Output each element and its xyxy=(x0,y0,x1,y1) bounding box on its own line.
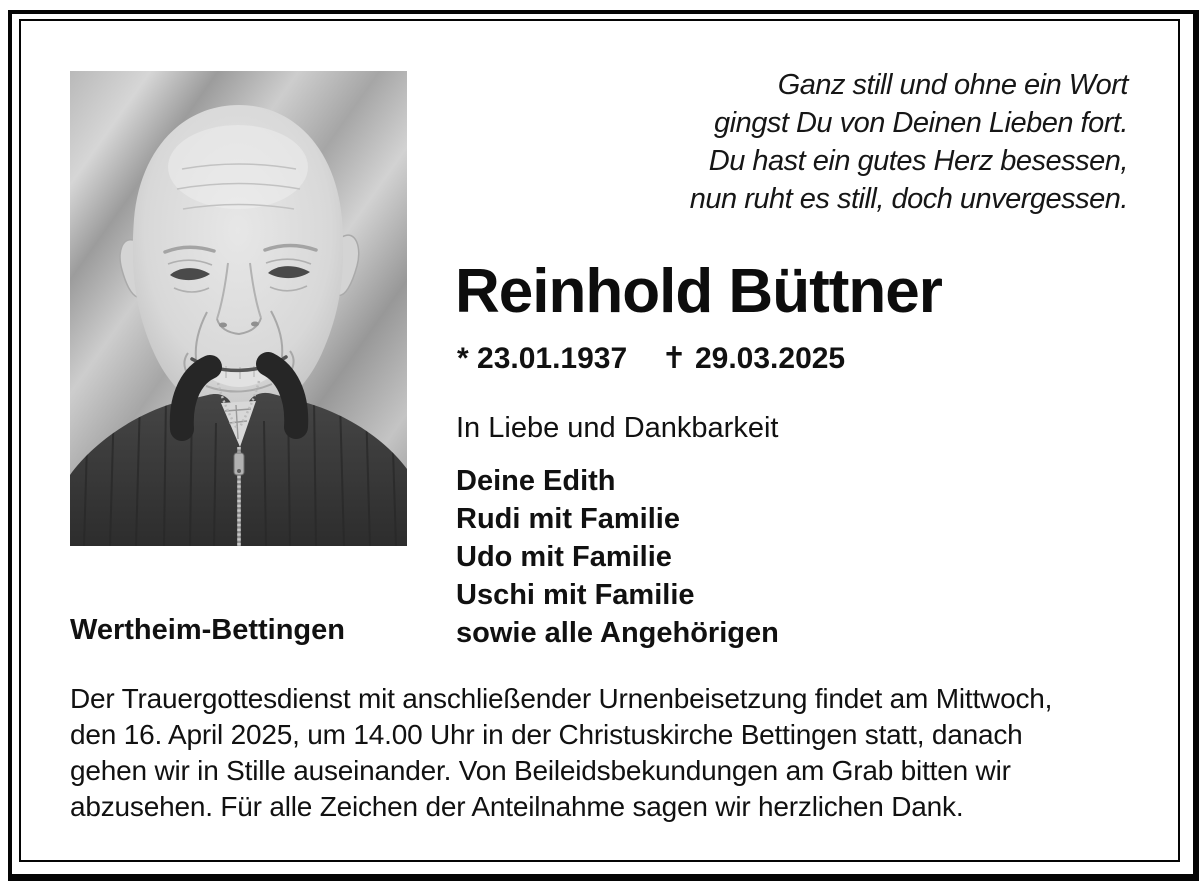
funeral-announcement xyxy=(70,681,1052,825)
portrait-photo xyxy=(70,71,407,546)
deceased-name: Reinhold Büttner xyxy=(455,257,942,326)
mourner-name: sowie alle Angehörigen xyxy=(456,617,779,649)
death-date: ✝ 29.03.2025 xyxy=(661,342,846,375)
announcement-line: abzusehen. Für alle Zeichen der Anteilnahme sagen wir herzlichen Dank. xyxy=(70,791,964,822)
announcement-line: den 16. April 2025, um 14.00 Uhr in der Christuskirche Bettingen statt, danach xyxy=(70,719,1023,750)
place-name: Wertheim-Bettingen xyxy=(70,614,345,646)
mourner-name: Udo mit Familie xyxy=(456,541,672,573)
poem-line: nun ruht es still, doch unvergessen. xyxy=(689,183,1128,215)
announcement-line: Der Trauergottesdienst mit anschließender Urnenbeisetzung findet am Mittwoch, xyxy=(70,683,1053,714)
mourner-name: Uschi mit Familie xyxy=(456,579,695,611)
life-dates xyxy=(457,341,845,376)
birth-date: * 23.01.1937 xyxy=(457,342,628,375)
announcement-line: gehen wir in Stille auseinander. Von Beileidsbekundungen am Grab bitten wir xyxy=(70,755,1011,786)
mourners-list xyxy=(456,462,779,652)
poem-line: Ganz still und ohne ein Wort xyxy=(777,69,1128,101)
mourner-name: Rudi mit Familie xyxy=(456,503,680,535)
poem-line: Du hast ein gutes Herz besessen, xyxy=(708,145,1128,177)
dedication-line: In Liebe und Dankbarkeit xyxy=(456,412,779,444)
poem-line: gingst Du von Deinen Lieben fort. xyxy=(714,107,1128,139)
memorial-poem xyxy=(690,66,1128,218)
mourner-name: Deine Edith xyxy=(456,465,616,497)
